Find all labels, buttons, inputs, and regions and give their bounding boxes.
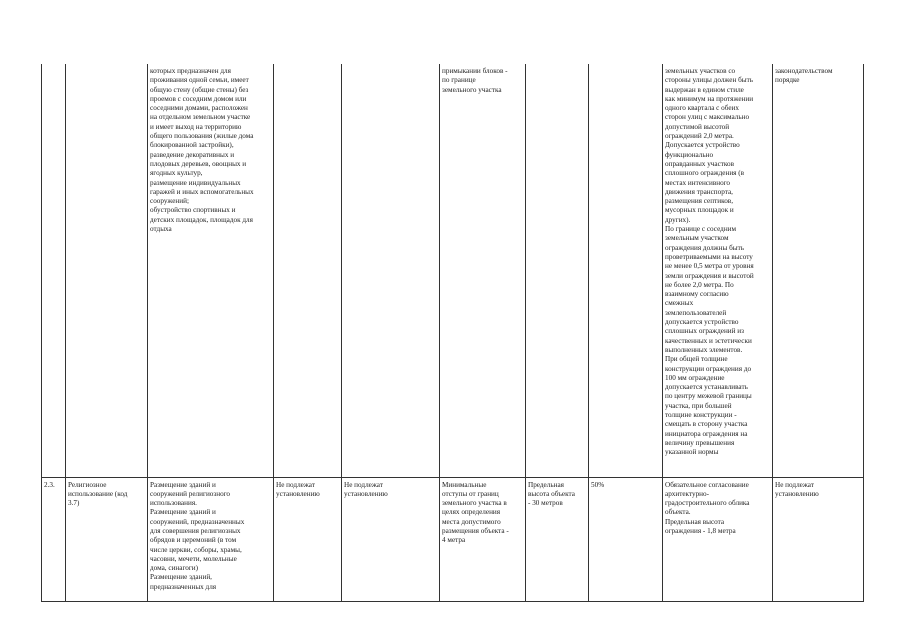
table-row: [42, 64, 864, 477]
height-limit-cell: Предельная высота объекта - 30 метров: [526, 477, 589, 601]
regulations-table: [41, 64, 864, 602]
permitted-activities-cell: которых предназначен для проживания одной семьи, имеет общую стену (общие стены) без проемов с соседним домом или соседними домами, расположен на отдельном земельном участке и имеет выход на территорию общего пользования (жилые дома блокированной застройки), разведение декоративных и плодовых деревьев, овощных и ягодных культур, размещение индивидуальных гаражей и иных вспомогательных сооружений; обустройство спортивных и детских площадок, площадок для отдыха: [148, 64, 274, 477]
fence-requirements-cell: Обязательное согласование архитектурно- градостроительного облика объекта. Предельная высота ограждения - 1,8 метра: [663, 477, 773, 601]
row-number-cell: [42, 64, 66, 477]
setback-cell: примыкании блоков - по границе земельного участка: [440, 64, 526, 477]
land-use-name-cell: [66, 64, 148, 477]
fence-requirements-cell: земельных участков со стороны улицы должен быть выдержан в едином стиле как минимум на протяжении одного квартала с обеих сторон улиц с максимально допустимой высотой ограждений 2,0 метра. Допускается устройство функционально оправданных участков сплошного ограждения (в местах интенсивного движения транспорта, размещения септиков, мусорных площадок и других). По границе с соседним земельным участком ограждения должны быть проветриваемыми на высоту не менее 0,5 метра от уровня земли ограждения и высотой не более 2,0 метра. По взаимному согласию смежных землепользователей допускается устройство сплошных ограждений из качественных и эстетически выполненных элементов. При общей толщине конструкции ограждения до 100 мм ограждение допускается устанавливать по центру межевой границы участка, при большей толщине конструкции - смещать в сторону участка инициатора ограждения на величину превышения указанной нормы: [663, 64, 773, 477]
site-size-cell: [342, 64, 440, 477]
permitted-activities-cell: Размещение зданий и сооружений религиозного использования. Размещение зданий и сооружений, предназначенных для совершения религиозных обрядов и церемоний (в том числе церкви, соборы, храмы, часовни, мечети, молельные дома, синагоги) Размещение зданий, предназначенных для: [148, 477, 274, 601]
table-row: [42, 477, 864, 601]
notes-cell: Не подлежат установлению: [773, 477, 864, 601]
coverage-cell: [589, 64, 663, 477]
setback-cell: Минимальные отступы от границ земельного участка в целях определения места допустимого размещения объекта - 4 метра: [440, 477, 526, 601]
notes-cell: законодательством порядке: [773, 64, 864, 477]
row-number-cell: 2.3.: [42, 477, 66, 601]
coverage-cell: 50%: [589, 477, 663, 601]
area-limits-cell: [274, 64, 342, 477]
site-size-cell: Не подлежат установлению: [342, 477, 440, 601]
area-limits-cell: Не подлежат установлению: [274, 477, 342, 601]
land-use-name-cell: Религиозное использование (код 3.7): [66, 477, 148, 601]
height-limit-cell: [526, 64, 589, 477]
